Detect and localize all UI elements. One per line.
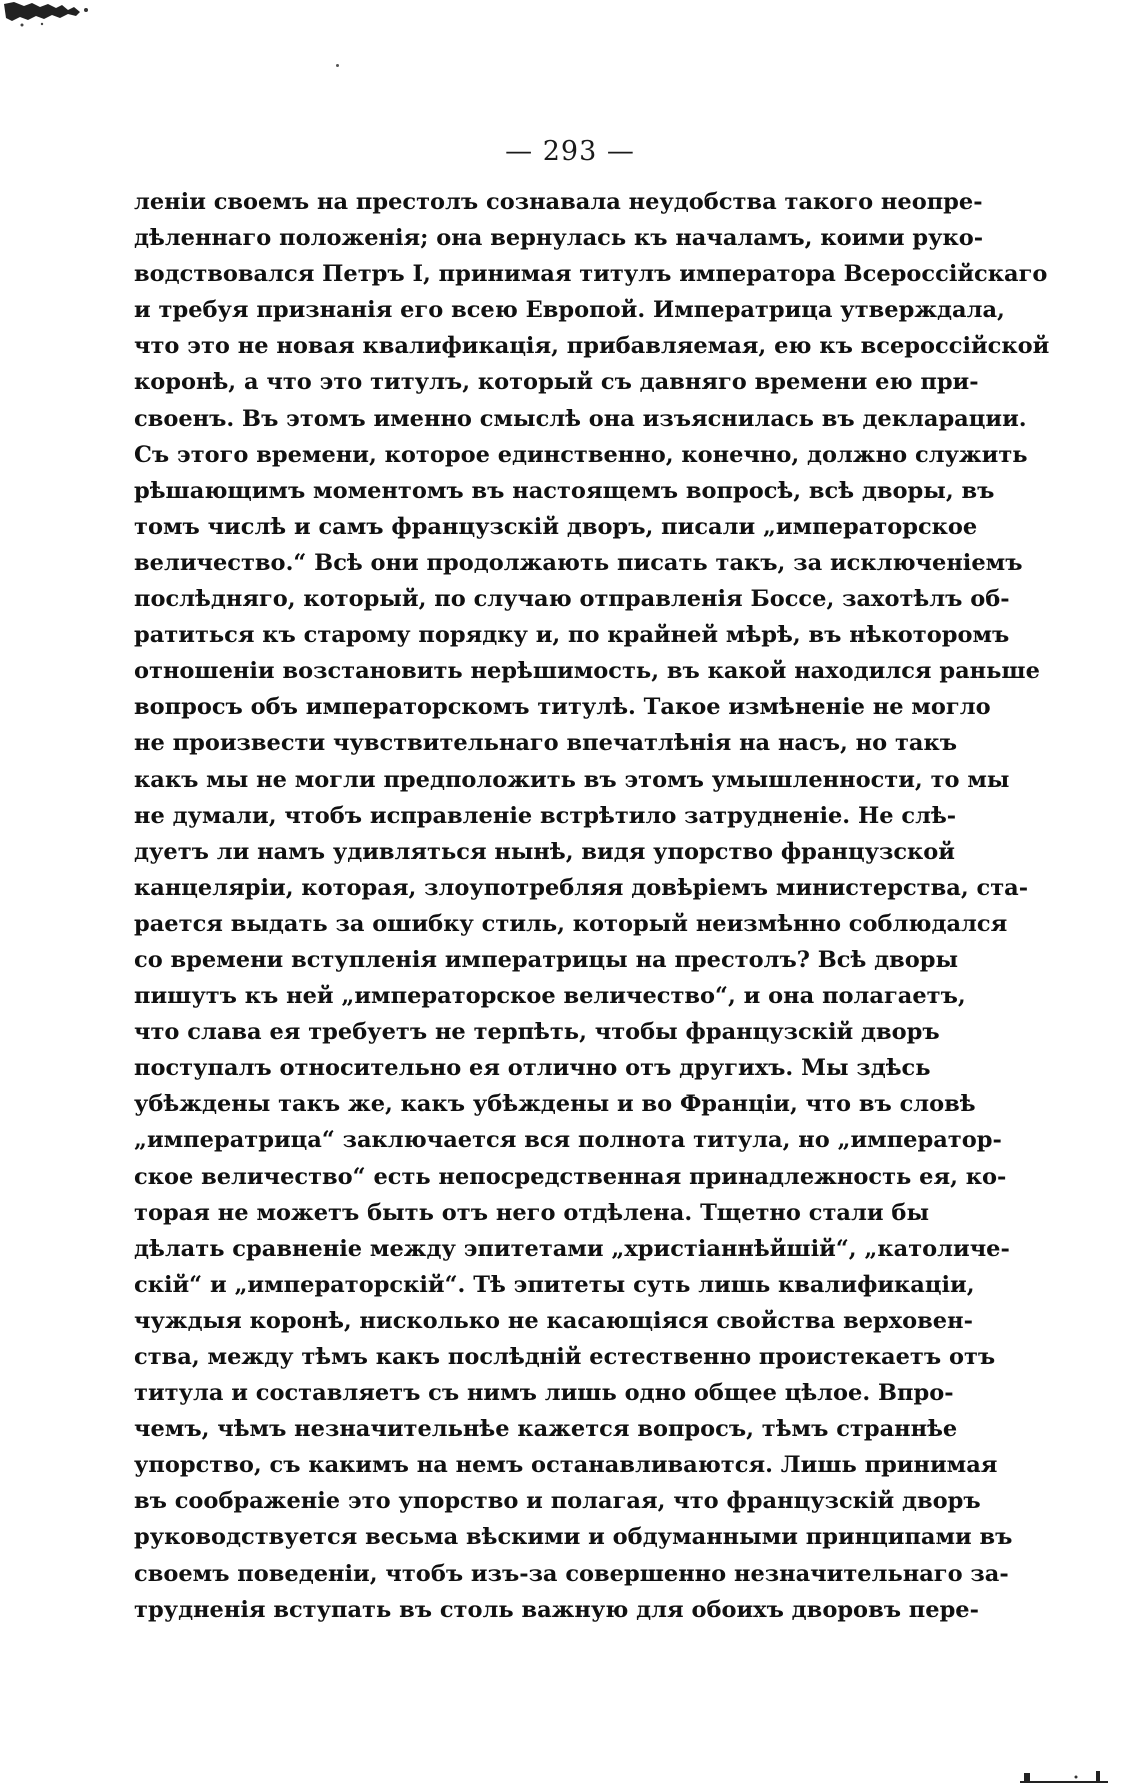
text-line: что слава ея требуетъ не терпѣть, чтобы французскій дворъ (134, 1019, 940, 1046)
text-line: ратиться къ старому порядку и, по крайней мѣрѣ, въ нѣкоторомъ (134, 622, 1010, 649)
text-line: ства, между тѣмъ какъ послѣдній естественно проистекаетъ отъ (134, 1344, 996, 1370)
text-line: томъ числѣ и самъ французскій дворъ, писали „императорское (134, 513, 978, 540)
scan-edge-mark (1016, 1767, 1112, 1787)
text-line: титула и составляетъ съ нимъ лишь одно общее цѣлое. Впро- (134, 1380, 954, 1407)
text-line: ское величество“ есть непосредственная принадлежность ея, ко- (134, 1163, 1007, 1190)
text-line: дѣлать сравненіе между эпитетами „христіаннѣйшій“, „католиче- (134, 1235, 1010, 1262)
text-line: пишутъ къ ней „императорское величество“, и она полагаетъ, (134, 983, 966, 1010)
page-number: — 293 — (505, 136, 635, 167)
text-line: скій“ и „императорскій“. Тѣ эпитеты суть лишь квалификаціи, (134, 1271, 975, 1298)
text-line: руководствуется весьма вѣскими и обдуманными принципами въ (134, 1524, 1013, 1551)
text-line: поступалъ относительно ея отлично отъ другихъ. Мы здѣсь (134, 1055, 931, 1082)
text-line: своемъ поведеніи, чтобъ изъ-за совершенно незначительнаго за- (134, 1560, 1009, 1587)
text-line: убѣждены такъ же, какъ убѣждены и во Франціи, что въ словѣ (134, 1091, 976, 1118)
text-line: вопросъ объ императорскомъ титулѣ. Такое измѣненіе не могло (134, 694, 991, 721)
text-line: въ соображеніе это упорство и полагая, что французскій дворъ (134, 1488, 981, 1515)
text-line: не думали, чтобъ исправленіе встрѣтило затрудненіе. Не слѣ- (134, 802, 957, 829)
text-line: и требуя признанія его всею Европой. Императрица утверждала, (134, 297, 1005, 324)
text-line: чуждыя коронѣ, нисколько не касающіяся свойства верховен- (134, 1307, 973, 1334)
text-line: канцеляріи, которая, злоупотребляя довѣріемъ министерства, ста- (134, 874, 1029, 901)
text-line: какъ мы не могли предположить въ этомъ умышленности, то мы (134, 766, 1010, 793)
text-line: величество.“ Всѣ они продолжають писать такъ, за исключеніемъ (134, 549, 1023, 576)
text-line: Съ этого времени, которое единственно, конечно, должно служить (134, 441, 1028, 468)
text-line: рается выдать за ошибку стиль, который неизмѣнно соблюдался (134, 910, 1008, 937)
text-line: отношеніи возстановить нерѣшимость, въ какой находился раньше (134, 658, 1040, 685)
text-line: своенъ. Въ этомъ именно смыслѣ она изъяснилась въ декларации. (134, 405, 1027, 432)
text-line: коронѣ, а что это титулъ, который съ давняго времени ею при- (134, 369, 979, 396)
stray-speck (336, 64, 339, 67)
text-line: со времени вступленія императрицы на престолъ? Всѣ дворы (134, 946, 959, 973)
text-line: леніи своемъ на престолъ сознавала неудобства такого неопре- (134, 189, 983, 215)
text-line: дуетъ ли намъ удивляться нынѣ, видя упорство французской (134, 838, 955, 865)
text-line: водствовался Петръ I, принимая титулъ императора Всероссійскаго (134, 261, 1048, 288)
text-line: чемъ, чѣмъ незначительнѣе кажется вопросъ, тѣмъ страннѣе (134, 1416, 958, 1443)
text-line: не произвести чувствительнаго впечатлѣнія на насъ, но такъ (134, 730, 957, 757)
text-line: послѣдняго, который, по случаю отправленія Боссе, захотѣлъ об- (134, 586, 1010, 613)
text-line: упорство, съ какимъ на немъ останавливаются. Лишь принимая (134, 1452, 998, 1479)
text-line: „императрица“ заключается вся полнота титула, но „император- (134, 1127, 1002, 1154)
text-line: трудненія вступать въ столь важную для обоихъ дворовъ пере- (134, 1596, 979, 1623)
text-line: торая не можетъ быть отъ него отдѣлена. Тщетно стали бы (134, 1199, 929, 1226)
body-text (134, 184, 1050, 1628)
text-line: что это не новая квалификація, прибавляемая, ею къ всероссійской (134, 333, 1050, 360)
text-line: рѣшающимъ моментомъ въ настоящемъ вопросѣ, всѣ дворы, въ (134, 477, 995, 504)
ink-blot-mark (2, 0, 94, 28)
text-line: дѣленнаго положенія; она вернулась къ началамъ, коими руко- (134, 225, 984, 252)
